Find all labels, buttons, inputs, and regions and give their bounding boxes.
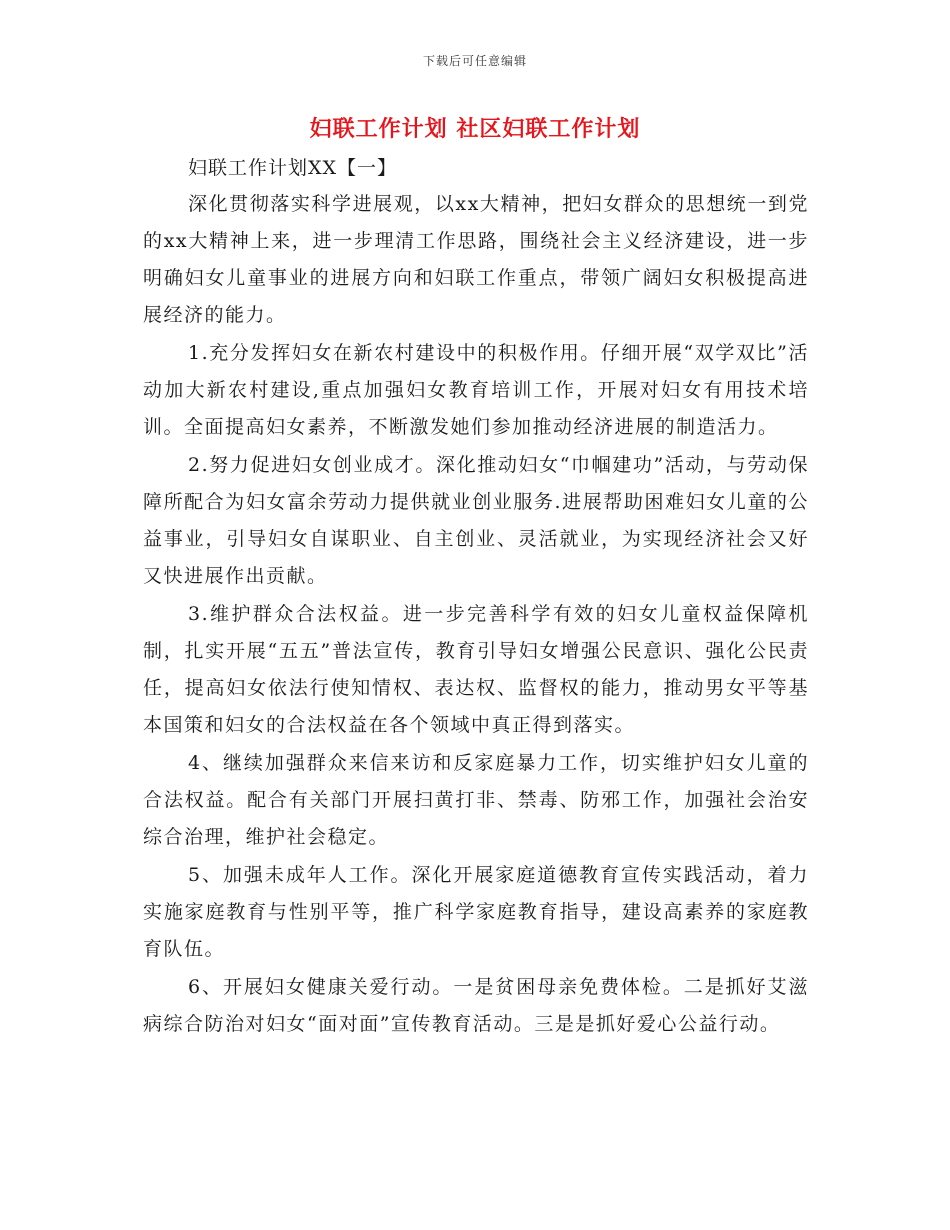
document-body: [143, 150, 809, 1044]
section-heading: 妇联工作计划XX【一】: [188, 157, 398, 179]
paragraph-item-3: 3.维护群众合法权益。进一步完善科学有效的妇女儿童权益保障机制，扎实开展“五五”普法宣传，教育引导妇女增强公民意识、强化公民责任，提高妇女依法行使知情权、表达权、监督权的能力，推动男女平等基本国策和妇女的合法权益在各个领域中真正得到落实。: [143, 603, 809, 736]
paragraph-item-2: 2.努力促进妇女创业成才。深化推动妇女“巾帼建功”活动，与劳动保障所配合为妇女富余劳动力提供就业创业服务.进展帮助困难妇女儿童的公益事业，引导妇女自谋职业、自主创业、灵活就业，为实现经济社会又好又快进展作出贡献。: [143, 454, 809, 587]
paragraph-item-4: 4、继续加强群众来信来访和反家庭暴力工作，切实维护妇女儿童的合法权益。配合有关部门开展扫黄打非、禁毒、防邪工作，加强社会治安综合治理，维护社会稳定。: [143, 752, 809, 848]
paragraph-item-6: 6、开展妇女健康关爱行动。一是贫困母亲免费体检。二是抓好艾滋病综合防治对妇女“面对面”宣传教育活动。三是是抓好爱心公益行动。: [143, 976, 809, 1035]
paragraph-item-1: 1.充分发挥妇女在新农村建设中的积极作用。仔细开展“双学双比”活动加大新农村建设,重点加强妇女教育培训工作，开展对妇女有用技术培训。全面提高妇女素养，不断激发她们参加推动经济进展的制造活力。: [143, 342, 809, 438]
paragraph-intro: 深化贯彻落实科学进展观，以xx大精神，把妇女群众的思想统一到党的xx大精神上来，进一步理清工作思路，围绕社会主义经济建设，进一步明确妇女儿童事业的进展方向和妇联工作重点，带领广阔妇女积极提高进展经济的能力。: [143, 193, 809, 326]
paragraph-item-5: 5、加强未成年人工作。深化开展家庭道德教育宣传实践活动，着力实施家庭教育与性别平等，推广科学家庭教育指导，建设高素养的家庭教育队伍。: [143, 864, 809, 960]
document-title: 妇联工作计划 社区妇联工作计划: [309, 116, 641, 142]
header-note: 下载后可任意编辑: [422, 54, 527, 68]
